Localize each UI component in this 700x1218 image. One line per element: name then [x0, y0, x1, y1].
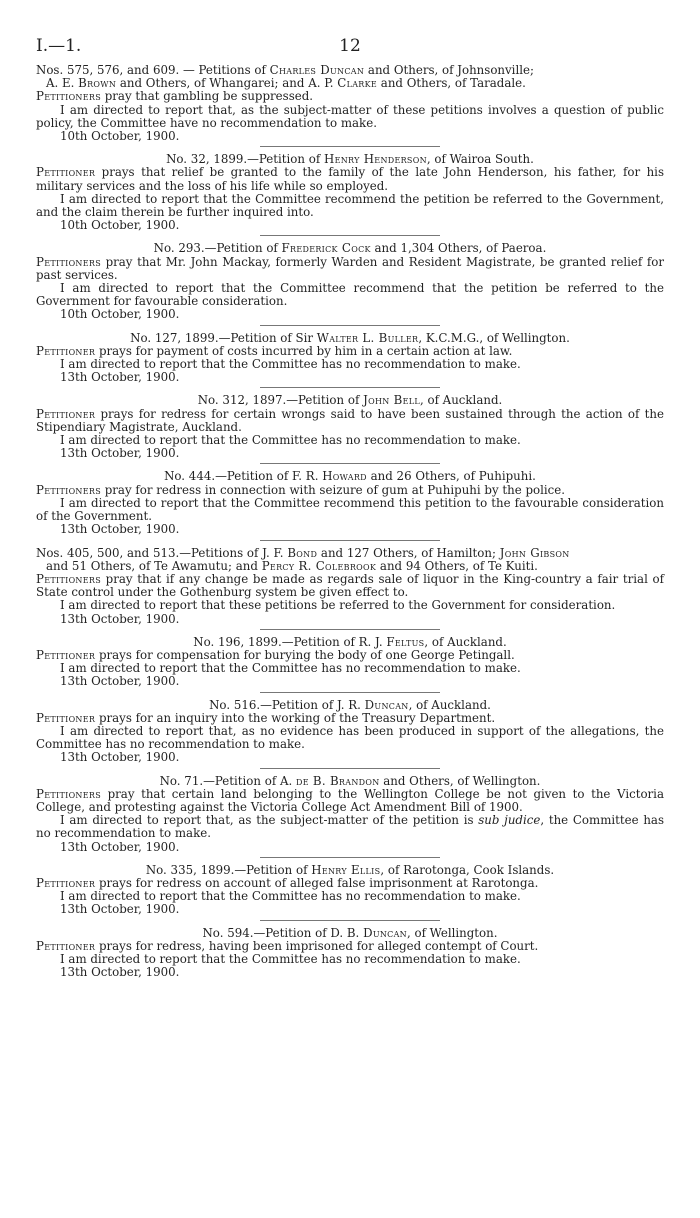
- petition-entry: [36, 470, 664, 540]
- committee-report: I am directed to report that the Committee recommend that the petition be referred to the Government for favourable consideration.: [36, 281, 664, 309]
- committee-report: I am directed to report that, as the subject-matter of these petitions involves a question of public policy, the Committee have no recommendation to make.: [36, 102, 664, 130]
- report-date: 13th October, 1900.: [60, 902, 180, 917]
- divider: [260, 235, 440, 236]
- petition-title: No. 196, 1899.—Petition of R. J. Feltus, of Auckland.: [193, 634, 507, 649]
- divider: [260, 387, 440, 388]
- divider: [260, 325, 440, 326]
- petition-title: No. 293.—Petition of Frederick Cock and 1,304 Others, of Paeroa.: [153, 241, 547, 256]
- committee-report: I am directed to report that the Committee recommend the petition be referred to the Government, and the claim therein be further inquired into.: [36, 191, 664, 220]
- petition-title: No. 444.—Petition of F. R. Howard and 26 Others, of Puhipuhi.: [164, 469, 536, 484]
- petition-entry: [36, 699, 664, 769]
- report-date: 13th October, 1900.: [60, 674, 180, 689]
- page-header: [36, 30, 664, 64]
- report-date: 10th October, 1900.: [60, 218, 180, 233]
- petition-title: Nos. 575, 576, and 609. — Petitions of Charles Duncan and Others, of Johnsonville; A. E. Brown and Others, of Whangarei; and A. P. Clarke and Others, of Taradale.: [36, 63, 534, 91]
- petition-title: No. 335, 1899.—Petition of Henry Ellis, of Rarotonga, Cook Islands.: [145, 862, 555, 877]
- petition-prayer: Petitioner prays for redress for certain wrongs said to have been sustained through the action of the Stipendiary Magistrate, Auckland.: [36, 406, 664, 434]
- committee-report: I am directed to report that the Committee has no recommendation to make.: [60, 661, 521, 676]
- report-date: 10th October, 1900.: [60, 307, 180, 322]
- report-date: 13th October, 1900.: [60, 750, 180, 765]
- committee-report: I am directed to report that the Committee recommend this petition to the favourable consideration of the Government.: [36, 495, 664, 524]
- petition-entry: [36, 636, 664, 693]
- petition-prayer: Petitioners pray that Mr. John Mackay, formerly Warden and Resident Magistrate, be granted relief for past services.: [36, 254, 664, 282]
- petition-entry: [36, 864, 664, 921]
- petition-prayer: Petitioner prays for payment of costs incurred by him in a certain action at law.: [36, 343, 513, 358]
- petition-prayer: Petitioners pray for redress in connection with seizure of gum at Puhipuhi by the police.: [36, 482, 565, 497]
- petition-prayer: Petitioner prays for redress on account of alleged false imprisonment at Rarotonga.: [36, 875, 539, 890]
- petition-prayer: Petitioners pray that gambling be suppressed.: [36, 89, 314, 104]
- paper-reference: I.—1.: [36, 36, 82, 56]
- petition-entry: [36, 153, 664, 236]
- petition-prayer: Petitioner prays that relief be granted to the family of the late John Henderson, his father, for his military services and the loss of his life while so employed.: [36, 165, 664, 193]
- divider: [260, 146, 440, 147]
- committee-report: I am directed to report that these petitions be referred to the Government for consideration.: [60, 598, 616, 613]
- petition-title: No. 32, 1899.—Petition of Henry Henderson, of Wairoa South.: [166, 152, 534, 167]
- committee-report: I am directed to report that the Committee has no recommendation to make.: [60, 889, 521, 904]
- report-date: 13th October, 1900.: [60, 611, 180, 626]
- petition-entry: [36, 927, 664, 980]
- petition-entry: [36, 242, 664, 325]
- report-date: 13th October, 1900.: [60, 965, 180, 980]
- divider: [260, 540, 440, 541]
- petition-title: No. 127, 1899.—Petition of Sir Walter L. Buller, K.C.M.G., of Wellington.: [130, 330, 570, 345]
- petition-prayer: Petitioner prays for redress, having been imprisoned for alleged contempt of Court.: [36, 938, 539, 953]
- report-date: 13th October, 1900.: [60, 446, 180, 461]
- committee-report: I am directed to report that the Committee has no recommendation to make.: [60, 433, 521, 448]
- petition-entry: [36, 332, 664, 389]
- petition-title: Nos. 405, 500, and 513.—Petitions of J. F. Bond and 127 Others, of Hamilton; John Gibson and 51 Others, of Te Awamutu; and Percy R. Colebrook and 94 Others, of Te Kuiti.: [36, 545, 570, 573]
- petition-title: No. 312, 1897.—Petition of John Bell, of Auckland.: [197, 393, 503, 408]
- petition-title: No. 516.—Petition of J. R. Duncan, of Auckland.: [209, 697, 491, 712]
- report-date: 13th October, 1900.: [60, 522, 180, 537]
- page-number: 12: [339, 36, 361, 56]
- petition-entry: [36, 775, 664, 858]
- petition-entry: [36, 547, 664, 630]
- petition-entry: [36, 64, 664, 147]
- committee-report: I am directed to report that, as no evidence has been produced in support of the allegations, the Committee has no recommendation to make.: [36, 723, 664, 752]
- committee-report: I am directed to report that the Committee has no recommendation to make.: [60, 951, 521, 966]
- committee-report: I am directed to report that, as the subject-matter of the petition is sub judice, the Committee has no recommendation to make.: [36, 813, 665, 841]
- petition-prayer: Petitioner prays for compensation for burying the body of one George Petingall.: [36, 647, 515, 662]
- report-date: 13th October, 1900.: [60, 370, 180, 385]
- divider: [260, 692, 440, 693]
- report-date: 10th October, 1900.: [60, 129, 180, 144]
- committee-report: I am directed to report that the Committee has no recommendation to make.: [60, 357, 521, 372]
- petition-title: No. 594.—Petition of D. B. Duncan, of Wellington.: [202, 925, 498, 940]
- divider: [260, 463, 440, 464]
- divider: [260, 768, 440, 769]
- divider: [260, 920, 440, 921]
- petition-prayer: Petitioner prays for an inquiry into the working of the Treasury Department.: [36, 710, 496, 725]
- report-date: 13th October, 1900.: [60, 839, 180, 854]
- petition-entry: [36, 394, 664, 464]
- petition-prayer: Petitioners pray that certain land belonging to the Wellington College be not given to the Victoria College, and protesting against the Victoria College Act Amendment Bill of 1900.: [36, 786, 664, 814]
- petition-prayer: Petitioners pray that if any change be made as regards sale of liquor in the King-country a fair trial of State control under the Gothenburg system be given effect to.: [36, 571, 664, 600]
- divider: [260, 857, 440, 858]
- divider: [260, 629, 440, 630]
- petition-title: No. 71.—Petition of A. de B. Brandon and Others, of Wellington.: [159, 773, 541, 788]
